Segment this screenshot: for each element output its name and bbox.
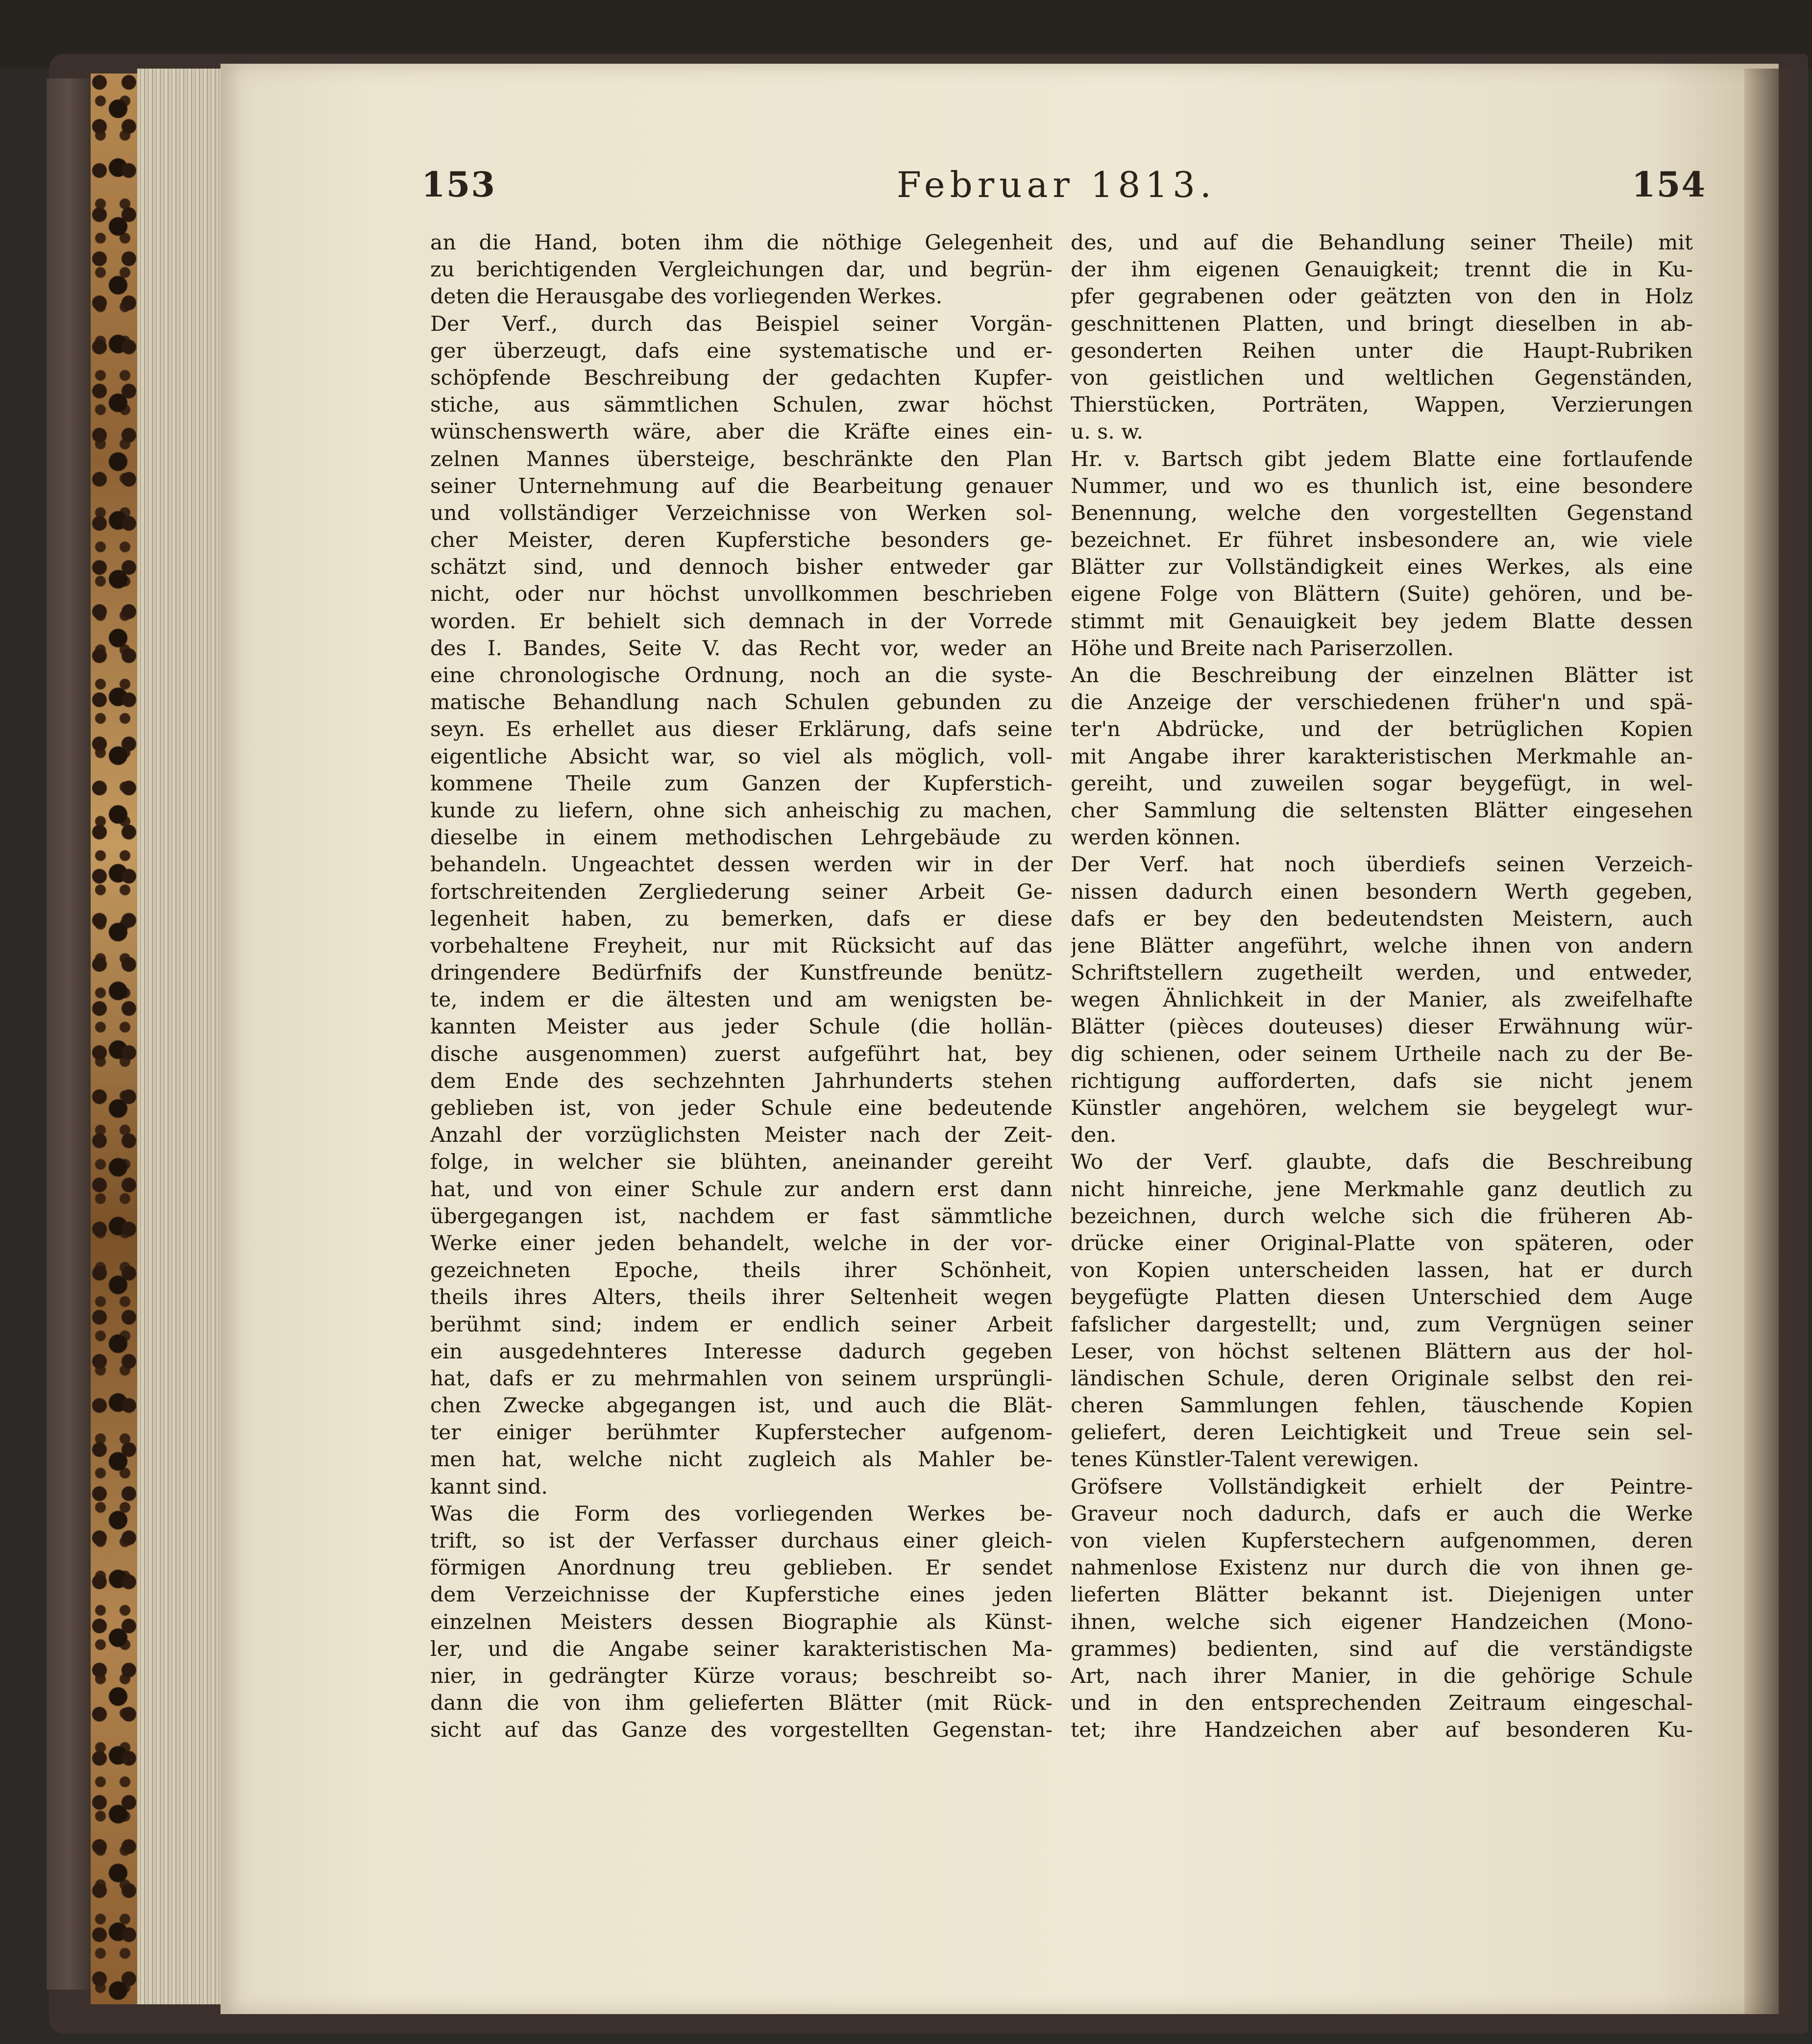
text-line: seyn. Es erhellet aus dieser Erklärung, dafs seine [430,717,1053,742]
text-line: Der Verf. hat noch überdiefs seinen Verzeich- [1071,853,1693,877]
text-line: Nummer, und wo es thunlich ist, eine besondere [1071,474,1693,498]
text-line: nahmenlose Existenz nur durch die von ihnen ge- [1071,1556,1693,1580]
text-line: nier, in gedrängter Kürze voraus; beschreibt so- [430,1664,1053,1688]
text-line: ihnen, welche sich eigener Handzeichen (Mono- [1071,1610,1693,1634]
text-line: Wo der Verf. glaubte, dafs die Beschreibung [1071,1150,1693,1175]
text-line: dann die von ihm gelieferten Blätter (mit Rück- [430,1691,1053,1716]
text-line: nicht, oder nur höchst unvollkommen beschrieben [430,582,1053,607]
text-line: dig schienen, oder seinem Urtheile nach zu der Be- [1071,1042,1693,1066]
text-line: Benennung, welche den vorgestellten Gegenstand [1071,501,1693,525]
text-line: die Anzeige der verschiedenen früher'n und spä- [1071,690,1693,715]
text-line: gesonderten Reihen unter die Haupt-Rubriken [1071,339,1693,363]
text-line: eigentliche Absicht war, so viel als möglich, voll- [430,744,1053,769]
text-line: Graveur noch dadurch, dafs er auch die Werke [1071,1502,1693,1526]
text-line: Künstler angehören, welchem sie beygelegt wur- [1071,1096,1693,1120]
text-line: dem Verzeichnisse der Kupferstiche eines jeden [430,1583,1053,1607]
text-line: cher Sammlung die seltensten Blätter eingesehen [1071,798,1693,823]
text-line: ter einiger berühmter Kupferstecher aufgenom- [430,1421,1053,1445]
text-line: Schriftstellern zugetheilt werden, und entweder, [1071,961,1693,985]
text-line: von Kopien unterscheiden lassen, hat er durch [1071,1258,1693,1283]
text-line: hat, dafs er zu mehrmahlen von seinem ursprüngli- [430,1366,1053,1391]
text-line: Anzahl der vorzüglichsten Meister nach der Zeit- [430,1123,1053,1148]
text-line: eigene Folge von Blättern (Suite) gehören, und be- [1071,582,1693,607]
text-line: kommene Theile zum Ganzen der Kupferstich- [430,771,1053,796]
left-text-column [430,229,1053,1744]
text-line: lieferten Blätter bekannt ist. Diejenigen unter [1071,1583,1693,1607]
text-line: eine chronologische Ordnung, noch an die syste- [430,664,1053,688]
text-line: werden können. [1071,826,1241,850]
text-line: theils ihres Alters, theils ihrer Seltenheit wegen [430,1285,1053,1310]
text-line: Der Verf., durch das Beispiel seiner Vorgän- [430,312,1053,336]
text-line: geblieben ist, von jeder Schule eine bedeutende [430,1096,1053,1120]
text-line: men hat, welche nicht zugleich als Mahler be- [430,1448,1053,1472]
text-line: geliefert, deren Leichtigkeit und Treue sein sel- [1071,1421,1693,1445]
text-line: an die Hand, boten ihm die nöthige Gelegenheit [430,231,1053,255]
text-line: dringendere Bedürfnifs der Kunstfreunde benütz- [430,961,1053,985]
text-line: matische Behandlung nach Schulen gebunden zu [430,690,1053,715]
text-line: Hr. v. Bartsch gibt jedem Blatte eine fortlaufende [1071,447,1693,471]
text-line: Gröfsere Vollständigkeit erhielt der Peintre- [1071,1475,1693,1499]
text-line: Höhe und Breite nach Pariserzollen. [1071,636,1454,661]
text-line: sicht auf das Ganze des vorgestellten Gegenstan- [430,1718,1053,1743]
text-line: stimmt mit Genauigkeit bey jedem Blatte dessen [1071,609,1693,634]
text-line: ger überzeugt, dafs eine systematische und er- [430,339,1053,363]
page-header [0,164,1812,218]
text-line: und vollständiger Verzeichnisse von Werken sol- [430,501,1053,525]
text-line: Was die Form des vorliegenden Werkes be- [430,1502,1053,1526]
text-line: ler, und die Angabe seiner karakteristischen Ma- [430,1637,1053,1661]
text-line: dem Ende des sechzehnten Jahrhunderts stehen [430,1069,1053,1093]
text-line: chen Zwecke abgegangen ist, und auch die Blät- [430,1394,1053,1418]
text-line: des, und auf die Behandlung seiner Theile) mit [1071,231,1693,255]
text-line: pfer gegrabenen oder geätzten von den in Holz [1071,285,1693,309]
text-line: geschnittenen Platten, und bringt dieselben in ab- [1071,312,1693,336]
text-line: förmigen Anordnung treu geblieben. Er sendet [430,1556,1053,1580]
text-line: zelnen Mannes übersteige, beschränkte den Plan [430,447,1053,471]
running-title: Februar 1813. [897,164,1216,205]
text-line: den. [1071,1123,1117,1148]
text-line: folge, in welcher sie blühten, aneinander gereiht [430,1150,1053,1175]
text-line: berühmt sind; indem er endlich seiner Arbeit [430,1312,1053,1337]
text-line: Leser, von höchst seltenen Blättern aus der hol- [1071,1339,1693,1364]
text-line: einzelnen Meisters dessen Biographie als Künst- [430,1610,1053,1634]
book-spine-edge [47,78,91,1990]
text-line: grammes) bedienten, sind auf die verständigste [1071,1637,1693,1661]
text-line: hat, und von einer Schule zur andern erst dann [430,1177,1053,1202]
text-line: des I. Bandes, Seite V. das Recht vor, weder an [430,636,1053,661]
text-line: ländischen Schule, deren Originale selbst den rei- [1071,1366,1693,1391]
right-text-column [1071,229,1693,1744]
text-line: wünschenswerth wäre, aber die Kräfte eines ein- [430,420,1053,444]
text-line: mit Angabe ihrer karakteristischen Merkmahle an- [1071,744,1693,769]
text-line: jene Blätter angeführt, welche ihnen von andern [1071,934,1693,958]
text-line: fortschreitenden Zergliederung seiner Arbeit Ge- [430,880,1053,904]
text-line: beygefügte Platten diesen Unterschied dem Auge [1071,1285,1693,1310]
text-line: tet; ihre Handzeichen aber auf besonderen Ku- [1071,1718,1693,1743]
text-line: richtigung aufforderten, dafs sie nicht jenem [1071,1069,1693,1093]
text-line: ein ausgedehnteres Interesse dadurch gegeben [430,1339,1053,1364]
text-line: deten die Herausgabe des vorliegenden Werkes. [430,285,943,309]
text-line: kunde zu liefern, ohne sich anheischig zu machen, [430,798,1053,823]
text-line: An die Beschreibung der einzelnen Blätter ist [1071,664,1693,688]
text-line: von vielen Kupferstechern aufgenommen, deren [1071,1529,1693,1553]
text-line: von geistlichen und weltlichen Gegenständen, [1071,366,1693,390]
text-line: Blätter zur Vollständigkeit eines Werkes, als eine [1071,555,1693,580]
text-line: nicht hinreiche, jene Merkmahle ganz deutlich zu [1071,1177,1693,1202]
text-line: schätzt sind, und dennoch bisher entweder gar [430,555,1053,580]
text-line: worden. Er behielt sich demnach in der Vorrede [430,609,1053,634]
text-line: trift, so ist der Verfasser durchaus einer gleich- [430,1529,1053,1553]
marbled-page-edge [91,74,137,2004]
text-line: drücke einer Original-Platte von späteren, oder [1071,1231,1693,1256]
text-line: cher Meister, deren Kupferstiche besonders ge- [430,528,1053,553]
text-line: dafs er bey den bedeutendsten Meistern, auch [1071,907,1693,931]
text-line: nissen dadurch einen besondern Werth gegeben, [1071,880,1693,904]
text-line: kannt sind. [430,1475,548,1499]
text-line: cheren Sammlungen fehlen, täuschende Kopien [1071,1394,1693,1418]
text-line: Art, nach ihrer Manier, in die gehörige Schule [1071,1664,1693,1688]
text-line: schöpfende Beschreibung der gedachten Kupfer- [430,366,1053,390]
text-line: wegen Ähnlichkeit in der Manier, als zweifelhafte [1071,988,1693,1012]
text-line: übergegangen ist, nachdem er fast sämmtliche [430,1204,1053,1229]
text-line: der ihm eigenen Genauigkeit; trennt die in Ku- [1071,258,1693,282]
right-page-number: 154 [1632,164,1707,205]
text-line: te, indem er die ältesten und am wenigsten be- [430,988,1053,1012]
text-line: kannten Meister aus jeder Schule (die hollän- [430,1015,1053,1039]
text-line: legenheit haben, zu bemerken, dafs er diese [430,907,1053,931]
text-line: tenes Künstler-Talent verewigen. [1071,1448,1420,1472]
text-line: gezeichneten Epoche, theils ihrer Schönheit, [430,1258,1053,1283]
text-line: u. s. w. [1071,420,1144,444]
text-line: Werke einer jeden behandelt, welche in der vor- [430,1231,1053,1256]
page-gutter-shadow [1744,69,1798,2014]
page-stack-edges [137,69,230,2004]
text-line: Blätter (pièces douteuses) dieser Erwähnung wür- [1071,1015,1693,1039]
text-line: gereiht, und zuweilen sogar beygefügt, in wel- [1071,771,1693,796]
left-page-number: 153 [421,164,496,205]
text-line: bezeichnet. Er führet insbesondere an, wie viele [1071,528,1693,553]
text-line: zu berichtigenden Vergleichungen dar, und begrün- [430,258,1053,282]
text-line: ter'n Abdrücke, und der betrüglichen Kopien [1071,717,1693,742]
text-line: vorbehaltene Freyheit, nur mit Rücksicht auf das [430,934,1053,958]
text-line: stiche, aus sämmtlichen Schulen, zwar höchst [430,393,1053,418]
text-line: fafslicher dargestellt; und, zum Vergnügen seiner [1071,1312,1693,1337]
text-line: behandeln. Ungeachtet dessen werden wir in der [430,853,1053,877]
text-line: dieselbe in einem methodischen Lehrgebäude zu [430,826,1053,850]
text-line: bezeichnen, durch welche sich die früheren Ab- [1071,1204,1693,1229]
text-line: und in den entsprechenden Zeitraum eingeschal- [1071,1691,1693,1716]
text-line: seiner Unternehmung auf die Bearbeitung genauer [430,474,1053,498]
text-line: dische ausgenommen) zuerst aufgeführt hat, bey [430,1042,1053,1066]
text-line: Thierstücken, Porträten, Wappen, Verzierungen [1071,393,1693,418]
